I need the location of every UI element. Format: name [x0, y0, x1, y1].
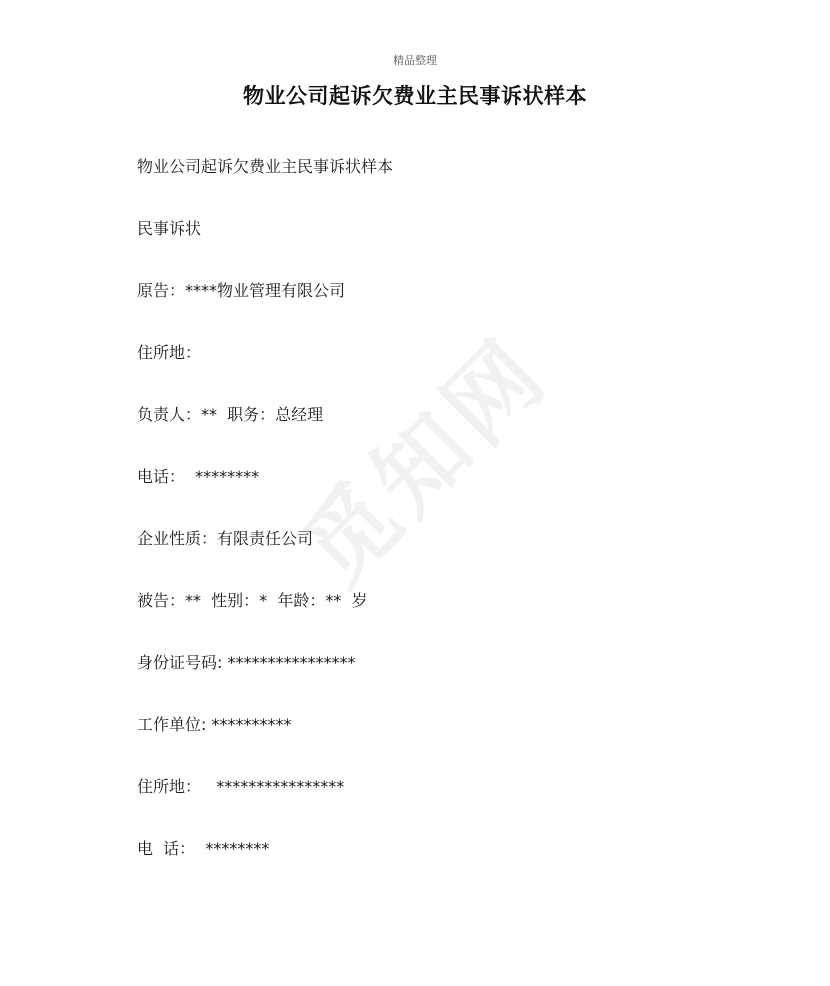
body-line-id-number: 身份证号码: ****************	[137, 653, 356, 672]
body-line-plaintiff: 原告：****物业管理有限公司	[137, 281, 346, 300]
body-line-workplace: 工作单位: **********	[137, 715, 292, 734]
body-line-subtitle: 物业公司起诉欠费业主民事诉状样本	[137, 157, 394, 176]
body-line-plaintiff-address: 住所地：	[137, 343, 202, 362]
document-body	[137, 156, 393, 900]
body-line-defendant-address: 住所地： ****************	[137, 777, 345, 796]
watermark-text: 觅知网	[281, 317, 570, 606]
body-line-representative: 负责人：** 职务：总经理	[137, 405, 324, 424]
header-note: 精品整理	[393, 54, 437, 67]
document-title: 物业公司起诉欠费业主民事诉状样本	[243, 84, 587, 108]
body-line-enterprise-type: 企业性质：有限责任公司	[137, 529, 314, 548]
body-line-defendant-phone: 电 话： ********	[137, 839, 270, 858]
body-line-defendant: 被告：** 性别：* 年龄：** 岁	[137, 591, 368, 610]
body-line-plaintiff-phone: 电话： ********	[137, 467, 260, 486]
body-line-heading: 民事诉状	[137, 219, 202, 238]
